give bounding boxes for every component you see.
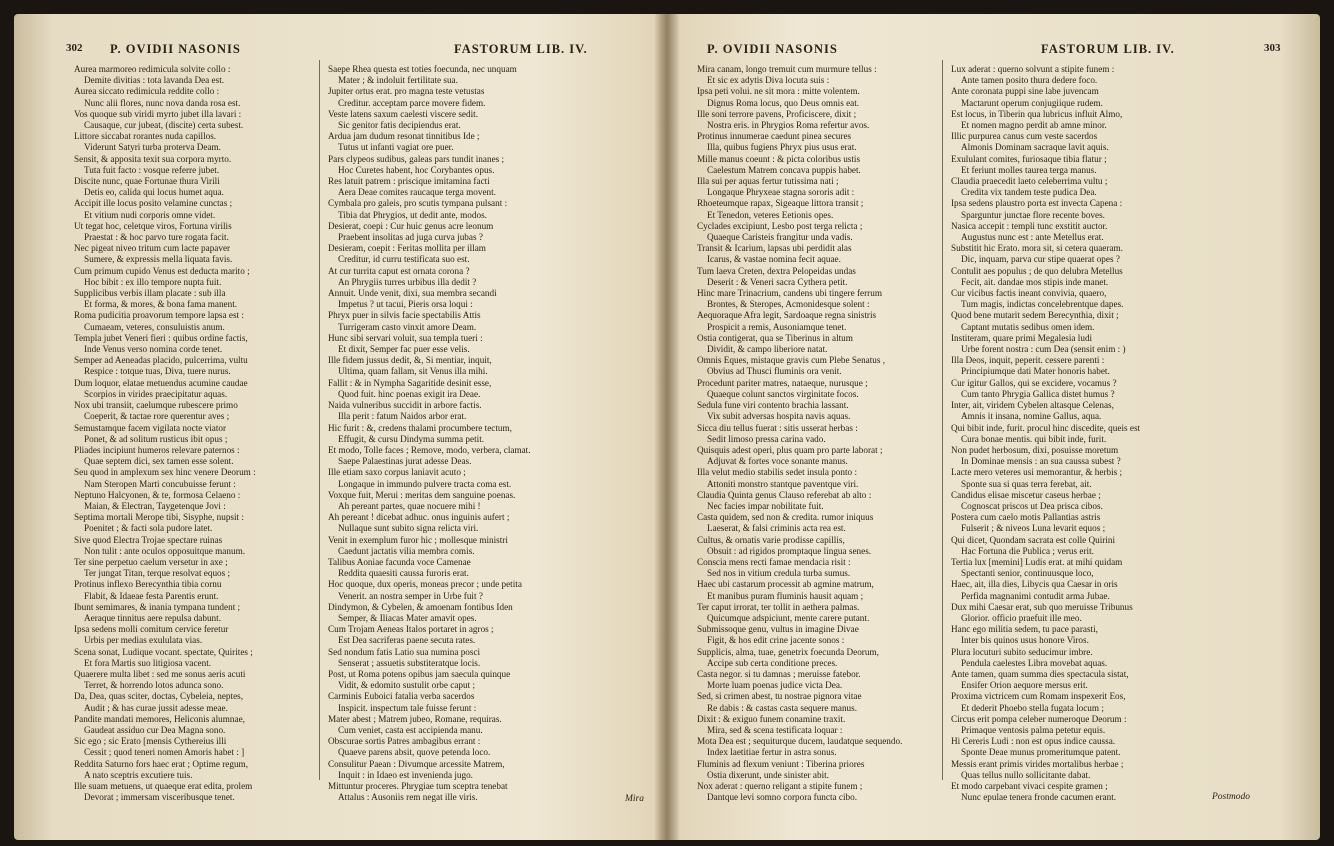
- verse-line: Ut tegat hoc, celetque viros, Fortuna virilis: [74, 220, 232, 231]
- verse-line: Sponte Deae munus promeritumque patent.: [961, 747, 1121, 758]
- verse-line: Candidus elisae miscetur caseus herbae ;: [951, 489, 1101, 500]
- verse-line: Est Dea sacriferas paene secuta rates.: [338, 635, 476, 646]
- verse-line: Ibunt semimares, & inania tympana tundent ;: [74, 601, 241, 612]
- column-divider: [319, 60, 320, 780]
- verse-line: Ipsa sedens molli comitum cervice feretur: [74, 624, 229, 635]
- verse-line: Cyclades excipiunt, Lesbo post terga relicta ;: [697, 220, 863, 231]
- verse-line: Brontes, & Steropes, Acmonidesque solent :: [707, 299, 870, 310]
- verse-line: Venerit. an nostra semper in Urbe fuit ?: [338, 590, 483, 601]
- verse-line: In Dominae mensis : an sua caussa subest ?: [961, 456, 1121, 467]
- verse-line: Mille manus coeunt : & picta coloribus ustis: [697, 153, 861, 164]
- verse-line: Cur vicibus factis ineant convivia, quaero,: [951, 288, 1107, 299]
- verse-line: Pandite mandati memores, Heliconis alumnae,: [74, 713, 245, 724]
- verse-line: Hi Cereris Ludi : non est opus indice caussa.: [951, 736, 1116, 747]
- verse-line: Ardua jam dudum resonat tinnitibus Ide ;: [328, 131, 480, 142]
- verse-line: Urbe forent nostra : cum Dea (sensit enim : ): [961, 344, 1126, 355]
- verse-line: Hic furit : &, credens thalami procumbere tectum,: [328, 422, 512, 433]
- verse-line: Annuit. Unde venit, dixi, sua membra secandi: [328, 288, 497, 299]
- verse-line: Index laetitiae fertur in astra sonus.: [707, 747, 837, 758]
- verse-line: At cur turrita caput est ornata corona ?: [328, 265, 470, 276]
- verse-line: Gaudeat assiduo cur Dea Magna sono.: [84, 724, 226, 735]
- verse-line: Roma pudicitia proavorum tempore lapsa est :: [74, 310, 244, 321]
- verse-line: Figit, & hos edit crine jacente sonos :: [707, 635, 845, 646]
- verse-line: Nam Steropen Marti concubuisse ferunt :: [84, 478, 236, 489]
- verse-line: Ante tamen, quam summa dies spectacula sistat,: [951, 668, 1129, 679]
- verse-line: Post, ut Roma potens opibus jam saecula quinque: [328, 668, 511, 679]
- verse-line: Aequoraque Afra legit, Sardoaque regna sinistris: [697, 310, 877, 321]
- verse-line: Qui dicet, Quondam sacrata est colle Quirini: [951, 534, 1116, 545]
- verse-line: Illic purpurea canus cum veste sacerdos: [951, 131, 1098, 142]
- verse-line: Aera Deae comites raucaque terga movent.: [338, 187, 496, 198]
- verse-line: Protinus inflexo Berecynthia tibia cornu: [74, 579, 222, 590]
- verse-line: Fluminis ad flexum veniunt : Tiberina priores: [697, 758, 865, 769]
- verse-line: Scorpios in virides praecipitatur aquas.: [84, 388, 228, 399]
- verse-line: Omnis Eques, mistaque gravis cum Plebe Senatus ,: [697, 355, 886, 366]
- verse-line: Discite nunc, quae Fortunae thura Virili: [74, 176, 220, 187]
- verse-line: Saepe Rhea questa est toties foecunda, nec unquam: [328, 64, 517, 74]
- verse-line: Reddita Saturno fors haec erat ; Optime regum,: [74, 758, 248, 769]
- verse-line: Urbis per medias exululata vias.: [84, 635, 203, 646]
- verse-line: Sparguntur junctae flore recente boves.: [961, 209, 1105, 220]
- verse-line: Tum laeva Creten, dextra Pelopeidas undas: [697, 265, 856, 276]
- verse-line: Substitit hic Erato. mora sit, si cetera quaeram.: [951, 243, 1123, 254]
- verse-line: Cum primum cupido Venus est deducta marito ;: [74, 265, 250, 276]
- verse-line: Sponte sua si quas terra ferebat, ait.: [961, 478, 1092, 489]
- verse-line: Tuta fuit facto : vosque referre jubet.: [84, 164, 220, 175]
- verse-line: Nostra eris. in Phrygios Roma refertur avos.: [707, 120, 870, 131]
- verse-line: Seu quod in amplexum sex hinc venere Deorum :: [74, 467, 256, 478]
- verse-line: Nec pigeat niveo tritum cum lacte papaver: [74, 243, 231, 254]
- verse-line: Et sic ex adytis Diva locuta suis :: [707, 75, 830, 86]
- verse-line: Mota Dea est ; sequiturque ducem, laudatque sequendo.: [697, 736, 903, 747]
- verse-line: Est locus, in Tiberin qua lubricus influit Almo,: [951, 108, 1123, 119]
- verse-line: Semper, & Iliacas Mater amavit opes.: [338, 612, 477, 623]
- verse-line: Quas tellus nullo sollicitante dabat.: [961, 769, 1091, 780]
- verse-line: Ille suam metuens, ut quaeque erat edita, prolem: [74, 781, 253, 791]
- verse-line: Hac Fortuna die Publica ; verus erit.: [961, 545, 1094, 556]
- verse-line: Attalus : Ausoniis rem negat ille viris.: [338, 792, 478, 803]
- verse-line: Attoniti monstro stantque paventque viri.: [707, 478, 859, 489]
- verse-line: Submissoque genu, vultus in imagine Divae: [697, 624, 859, 635]
- verse-line: Circus erit pompa celeber numeroque Deorum :: [951, 713, 1127, 724]
- verse-line: Ter jungat Titan, terque resolvat equos ;: [84, 568, 231, 579]
- verse-line: Accipe sub certa conditione preces.: [707, 657, 838, 668]
- verse-line: Quod fuit. hinc poenas exigit ira Deae.: [338, 388, 481, 399]
- verse-line: Nox aderat : querno religant a stipite funem ;: [697, 781, 863, 791]
- verse-line: Saepe Palaestinas jurat adesse Deas.: [338, 456, 472, 467]
- verse-line: Aeraque tinnitus aere repulsa dabunt.: [84, 612, 221, 623]
- verse-line: Glorior. officio praefuit ille meo.: [961, 612, 1082, 623]
- verse-line: Primaque ventosis palma petetur equis.: [961, 724, 1106, 735]
- verse-line: Sedit limoso pressa carina vado.: [707, 433, 826, 444]
- verse-line: Longaque Phryxeae stagna sororis adit :: [707, 187, 855, 198]
- verse-line: Ille soni terrore pavens, Proficiscere, dixit ;: [697, 108, 857, 119]
- verse-line: Ostia dixerunt, unde sinister abit.: [707, 769, 829, 780]
- verse-line: An Phrygiis turres urbibus illa dedit ?: [338, 276, 477, 287]
- verse-line: Non tulit : ante oculos opposuitque manum.: [84, 545, 246, 556]
- catchword: Mira: [625, 794, 644, 804]
- verse-line: A nato sceptris excutiere tuis.: [84, 769, 193, 780]
- verse-line: Morte luam poenas judice victa Dea.: [707, 680, 843, 691]
- verse-line: Conscia mens recti famae mendacia risit :: [697, 556, 851, 567]
- verse-line: Institeram, quare primi Megalesia ludi: [951, 332, 1093, 343]
- verse-line: Res latuit patrem : priscique imitamina facti: [328, 176, 490, 187]
- verse-line: Mater abest ; Matrem jubeo, Romane, requiras.: [328, 713, 502, 724]
- verse-line: Vix subit adversas hospita navis aquas.: [707, 411, 851, 422]
- verse-line: Illa velut medio stabilis sedet insula ponto :: [697, 467, 857, 478]
- running-head-author: P. OVIDII NASONIS: [707, 42, 838, 56]
- verse-line: Et modo carpebant vivaci cespite gramen ;: [951, 781, 1108, 791]
- verse-line: Non pudet herbosum, dixi, posuisse moretum: [951, 444, 1119, 455]
- verse-line: Tum magis, indictas concelebrentque dapes.: [961, 299, 1124, 310]
- verse-line: Mittuntur proceres. Phrygiae tum sceptra tenebat: [328, 781, 508, 791]
- verse-line: Quaeque Caristeis frangitur unda vadis.: [707, 232, 853, 243]
- verse-line: Inquit : in Idaeo est invenienda jugo.: [338, 769, 473, 780]
- verse-line: Quicumque adspiciunt, mente carere putant.: [707, 612, 870, 623]
- verse-line: Littore siccabat rorantes nuda capillos.: [74, 131, 217, 142]
- verse-line: Venit in exemplum furor hic ; mollesque ministri: [328, 534, 508, 545]
- verse-line: Coeperit, & tactae rore querentur aves ;: [84, 411, 230, 422]
- verse-line: Icarus, & vastae nomina fecit aquae.: [707, 254, 841, 265]
- verse-line: Voxque fuit, Merui : meritas dem sanguine poenas.: [328, 489, 516, 500]
- verse-line: Ipsa sedens plaustro porta est invecta Capena :: [951, 198, 1123, 209]
- verse-line: Nasica accepit : templi tunc exstitit auctor.: [951, 220, 1108, 231]
- verse-line: Mira, sed & scena testificata loquar :: [707, 724, 843, 735]
- verse-line: Praebent insolitas ad juga curva jubas ?: [338, 232, 483, 243]
- verse-line: Causaque, cur jubeat, (discite) certa subest.: [84, 120, 244, 131]
- verse-line: Quaeve parens absit, quove petenda loco.: [338, 747, 491, 758]
- verse-line: Deserit : & Veneri sacra Cythera petit.: [707, 276, 848, 287]
- verse-line: Principiumque dati Mater honoris habet.: [961, 366, 1110, 377]
- verse-line: Dixit : & exiguo funem conamine traxit.: [697, 713, 846, 724]
- page-number: 302: [66, 42, 83, 54]
- verse-line: Et feriunt molles taurea terga manus.: [961, 164, 1097, 175]
- verse-line: Detis eo, calida qui locus humet aqua.: [84, 187, 224, 198]
- verse-line: Captant mutatis sedibus omen idem.: [961, 321, 1095, 332]
- verse-line: Naida vulneribus succidit in arbore factis.: [328, 400, 482, 411]
- verse-line: Obvius ad Thusci fluminis ora venit.: [707, 366, 842, 377]
- verse-line: Cum veniet, casta est accipienda manu.: [338, 724, 483, 735]
- running-head-author: P. OVIDII NASONIS: [110, 42, 241, 56]
- verse-line: Sicca diu tellus fuerat : sitis usserat herbas :: [697, 422, 858, 433]
- verse-line: Ipsa peti volui. ne sit mora : mitte volentem.: [697, 86, 860, 97]
- verse-line: Veste latens saxum caelesti viscere sedit.: [328, 108, 479, 119]
- verse-line: Ille etiam saxo corpus laniavit acuto ;: [328, 467, 466, 478]
- verse-line: Supplicis, alma, tuae, genetrix foecunda Deorum,: [697, 646, 879, 657]
- verse-line: Messis erant primis virides mortalibus herbae ;: [951, 758, 1124, 769]
- verse-line: Amnis it insana, nomine Gallus, aqua.: [961, 411, 1102, 422]
- verse-line: Perfida magnanimi contudit arma Jubae.: [961, 590, 1110, 601]
- verse-line: Creditur, id curru testificata suo est.: [338, 254, 470, 265]
- verse-line: Dic, inquam, parva cur stipe quaerat opes ?: [961, 254, 1120, 265]
- verse-line: Consulitur Paean : Divumque arcessite Matrem,: [328, 758, 505, 769]
- verse-line: Obscurae sortis Patres ambagibus errant :: [328, 736, 481, 747]
- verse-line: Sensit, & apposita texit sua corpora myrto.: [74, 153, 232, 164]
- verse-line: Prospicit a remis, Ausoniamque tenet.: [707, 321, 847, 332]
- verse-line: Quaerere multa libet : sed me sonus aeris acuti: [74, 668, 246, 679]
- verse-line: Hanc ego militia sedem, tu pace parasti,: [951, 624, 1098, 635]
- verse-line: Inspicit. inspectum tale fuisse ferunt :: [338, 702, 477, 713]
- text-column: [697, 64, 935, 803]
- verse-line: Talibus Aoniae facunda voce Camenae: [328, 556, 471, 567]
- verse-line: Dignus Roma locus, quo Deus omnis eat.: [707, 97, 860, 108]
- verse-line: Hunc sibi servari voluit, sua templa tueri :: [328, 332, 483, 343]
- verse-line: Hoc quoque, dux operis, moneas precor ; unde petita: [328, 579, 522, 590]
- verse-line: Qui bibit inde, furit. procul hinc discedite, queis est: [951, 422, 1141, 433]
- verse-line: Ultima, quam fallam, sit Venus illa mihi.: [338, 366, 488, 377]
- verse-line: Re dabis : & castas casta sequere manus.: [707, 702, 858, 713]
- verse-line: Phryx puer in silvis facie spectabilis Attis: [328, 310, 481, 321]
- verse-line: Turrigeram casto vinxit amore Deam.: [338, 321, 477, 332]
- verse-line: Semper ad Aeneadas placido, pulcerrima, vultu: [74, 355, 248, 366]
- verse-line: Semustamque facem vigilata nocte viator: [74, 422, 227, 433]
- verse-line: Sed nondum fatis Latio sua numina posci: [328, 646, 481, 657]
- verse-line: Demite divitias : tota lavanda Dea est.: [84, 75, 225, 86]
- verse-line: Inter, ait, viridem Cybelen altasque Celenas,: [951, 400, 1114, 411]
- verse-line: Et nomen magno perdit ab amne minor.: [961, 120, 1107, 131]
- verse-line: Protinus innumerae caedunt pinea secures: [697, 131, 852, 142]
- book-spread: [14, 14, 1320, 840]
- verse-line: Et forma, & mores, & bona fama manent.: [84, 299, 238, 310]
- verse-line: Ponet, & ad solitum rusticus ibit opus ;: [84, 433, 228, 444]
- verse-line: Casta quidem, sed non & credita. rumor iniquus: [697, 512, 874, 523]
- running-head-title: FASTORUM LIB. IV.: [1041, 42, 1175, 56]
- verse-line: Hinc mare Trinacrium, candens ubi tingere ferrum: [697, 288, 882, 299]
- page-number: 303: [1264, 42, 1281, 54]
- verse-line: Illa Deos, inquit, peperit. cessere parenti :: [951, 355, 1105, 366]
- verse-line: Tibia dat Phrygios, ut dedit ante, modos.: [338, 209, 487, 220]
- running-head-title: FASTORUM LIB. IV.: [454, 42, 588, 56]
- verse-line: Scena sonat, Ludique vocant. spectate, Quirites ;: [74, 646, 253, 657]
- verse-line: Vos quoque sub viridi myrto jubet illa lavari :: [74, 108, 242, 119]
- verse-line: Senserat ; assuetis substiteratque locis.: [338, 657, 481, 668]
- verse-line: Quae septem dici, sex tamen esse solent.: [84, 456, 234, 467]
- left-page: [14, 14, 667, 840]
- verse-line: Templa jubet Veneri fieri : quibus ordine factis,: [74, 332, 248, 343]
- verse-line: Aurea marmoreo redimicula solvite collo :: [74, 64, 231, 74]
- verse-line: Plura locuturi subito seducimur imbre.: [951, 646, 1093, 657]
- verse-line: Praestat : & hoc parvo ture rogata facit.: [84, 232, 229, 243]
- verse-line: Et modo, Tolle faces ; Remove, modo, verbera, clamat.: [328, 444, 531, 455]
- verse-line: Tertia lux [memini] Ludis erat. at mihi quidam: [951, 556, 1123, 567]
- verse-line: Casta negor. si tu damnas ; meruisse fatebor.: [697, 668, 861, 679]
- verse-line: Credita vix tandem teste pudica Dea.: [961, 187, 1097, 198]
- verse-line: Dantque levi somno corpora functa cibo.: [707, 792, 858, 803]
- verse-line: Dividit, & campo liberiore natat.: [707, 344, 828, 355]
- text-column: [74, 64, 312, 803]
- verse-line: Postera cum caelo motis Pallantias astris: [951, 512, 1101, 523]
- verse-line: Reddita quaesiti caussa furoris erat.: [338, 568, 469, 579]
- verse-line: Augustus nunc est : ante Metellus erat.: [961, 232, 1104, 243]
- verse-line: Mactarunt operum conjugiique rudem.: [961, 97, 1103, 108]
- verse-line: Devorat ; immersam visceribusque tenet.: [84, 792, 235, 803]
- verse-line: Illa, quibus fugiens Phryx pius usus erat.: [707, 142, 857, 153]
- verse-line: Caedunt jactatis vilia membra comis.: [338, 545, 475, 556]
- verse-line: Neptuno Halcyonen, & te, formosa Celaeno :: [74, 489, 241, 500]
- text-column: [951, 64, 1189, 803]
- catchword: Postmodo: [1212, 792, 1250, 802]
- verse-line: Lux aderat : querno solvunt a stipite funem :: [951, 64, 1115, 74]
- verse-line: Cessit ; quod teneri nomen Amoris habet : ]: [84, 747, 245, 758]
- text-column: [328, 64, 566, 803]
- verse-line: Transit & Icarium, lapsas ubi perdidit alas: [697, 243, 852, 254]
- verse-line: Vidit, & edomito sustulit orbe caput ;: [338, 680, 475, 691]
- verse-line: Et dederit Phoebo stella fugata locum ;: [961, 702, 1104, 713]
- verse-line: Cymbala pro galeis, pro scutis tympana pulsant :: [328, 198, 508, 209]
- verse-line: Sic genitor fatis decipiendus erat.: [338, 120, 461, 131]
- verse-line: Sic ego ; sic Erato [mensis Cythereius illi: [74, 736, 227, 747]
- verse-line: Mater ; & indoluit fertilitate sua.: [338, 75, 458, 86]
- verse-line: Maian, & Electran, Taygetenque Jovi :: [84, 500, 226, 511]
- verse-line: Respice : totque tuas, Diva, tuere nurus.: [84, 366, 231, 377]
- verse-line: Nec facies impar nobilitate fuit.: [707, 500, 824, 511]
- verse-line: Ante coronata puppi sine labe juvencam: [951, 86, 1099, 97]
- verse-line: Fallit : & in Nympha Sagaritide desinit esse,: [328, 377, 492, 388]
- verse-line: Ter sine perpetuo caelum versetur in axe ;: [74, 556, 228, 567]
- verse-line: Et vitium nudi corporis omne videt.: [84, 209, 216, 220]
- verse-line: Haec, ait, illa dies, Libycis qua Caesar in oris: [951, 579, 1118, 590]
- verse-line: Sumere, & expressis mella liquata favis.: [84, 254, 233, 265]
- verse-line: Ante tamen posito thura dedere foco.: [961, 75, 1098, 86]
- verse-line: Quisquis adest operi, plus quam pro parte laborat ;: [697, 444, 883, 455]
- verse-line: Cur igitur Gallos, qui se excidere, vocamus ?: [951, 377, 1117, 388]
- verse-line: Impetus ? ut tacui, Pieris orsa loqui :: [338, 299, 473, 310]
- verse-line: Septima mortali Merope tibi, Sisyphe, nupsit :: [74, 512, 244, 523]
- verse-line: Contulit aes populus ; de quo delubra Metellus: [951, 265, 1123, 276]
- verse-line: Claudia Quinta genus Clauso referebat ab alto :: [697, 489, 872, 500]
- verse-line: Desierat, coepi : Cur huic genus acre leonum: [328, 220, 494, 231]
- verse-line: Jupiter ortus erat. pro magna teste vetustas: [328, 86, 485, 97]
- verse-line: Illa sui per aquas fertur tutissima nati ;: [697, 176, 839, 187]
- verse-line: Laeserat, & falsi criminis acta rea est.: [707, 523, 846, 534]
- book-gutter: [654, 14, 680, 840]
- verse-line: Lacte mero veteres usi memorantur, & herbis ;: [951, 467, 1123, 478]
- verse-line: Terret, & horrendo lotos adunca sono.: [84, 680, 224, 691]
- verse-line: Proxima victricem cum Romam inspexerit Eos,: [951, 691, 1126, 702]
- verse-line: Hoc bibit : ex illo tempore nupta fuit.: [84, 276, 222, 287]
- verse-line: Desieram, coepit : Feritas mollita per illam: [328, 243, 486, 254]
- verse-line: Haec ubi castarum processit ab agmine matrum,: [697, 579, 874, 590]
- verse-line: Creditur. acceptam parce movere fidem.: [338, 97, 486, 108]
- verse-line: Claudia praecedit laeto celeberrima vultu ;: [951, 176, 1108, 187]
- verse-line: Longaque in immundo pulvere tracta coma est.: [338, 478, 512, 489]
- verse-line: Et Tenedon, veteres Eetionis opes.: [707, 209, 834, 220]
- verse-line: Cultus, & ornatis varie prodisse capillis,: [697, 534, 845, 545]
- verse-line: Carminis Euboici fatalia verba sacerdos: [328, 691, 475, 702]
- verse-line: Ensifer Orion aequore mersus erit.: [961, 680, 1088, 691]
- verse-line: Dum loquor, elatae metuendus acumine caudae: [74, 377, 248, 388]
- verse-line: Pliades incipiunt humeros relevare paternos :: [74, 444, 240, 455]
- right-page: [667, 14, 1320, 840]
- verse-line: Ille fidem jussus dedit, &, Si mentiar, inquit,: [328, 355, 492, 366]
- verse-line: Exululant comites, furiosaque tibia flatur ;: [951, 153, 1107, 164]
- verse-line: Hoc Curetes habent, hoc Corybantes opus.: [338, 164, 495, 175]
- verse-line: Pendula caelestes Libra movebat aquas.: [961, 657, 1108, 668]
- verse-line: Et fora Martis suo litigiosa vacent.: [84, 657, 212, 668]
- verse-line: Nunc epulae tenera fronde cacumen erant.: [961, 792, 1117, 803]
- verse-line: Mira canam, longo tremuit cum murmure tellus :: [697, 64, 877, 74]
- verse-line: Nox ubi transiit, caelumque rubescere primo: [74, 400, 238, 411]
- verse-line: Accipit ille locus posito velamine cunctas ;: [74, 198, 233, 209]
- verse-line: Cum tanto Phrygia Gallica distet humus ?: [961, 388, 1115, 399]
- verse-line: Quod bene mutarit sedem Berecynthia, dixit ;: [951, 310, 1119, 321]
- verse-line: Supplicibus verbis illam placate : sub illa: [74, 288, 226, 299]
- verse-line: Ostia contigerat, qua se Tiberinus in altum: [697, 332, 853, 343]
- verse-line: Da, Dea, quas sciter, doctas, Cybeleia, neptes,: [74, 691, 244, 702]
- verse-line: Cura bonae mentis. qui bibit inde, furit.: [961, 433, 1107, 444]
- verse-line: Ter caput irrorat, ter tollit in aethera palmas.: [697, 601, 860, 612]
- verse-line: Almonis Dominam sacraque lavit aquis.: [961, 142, 1109, 153]
- verse-line: Spectanti senior, continuusque loco,: [961, 568, 1094, 579]
- verse-line: Tutus ut infanti vagiat ore puer.: [338, 142, 454, 153]
- verse-line: Et manibus puram fluminis hausit aquam ;: [707, 590, 864, 601]
- verse-line: Poenitet ; & facti sola pudore latet.: [84, 523, 213, 534]
- verse-line: Dindymon, & Cybelen, & amoenam fontibus Iden: [328, 601, 513, 612]
- verse-line: Fulserit ; & niveos Luna levarit equos ;: [961, 523, 1106, 534]
- verse-line: Dux mihi Caesar erat, sub quo meruisse Tribunus: [951, 601, 1133, 612]
- verse-line: Ah pereant partes, quae nocuere mihi !: [338, 500, 481, 511]
- verse-line: Sed, si crimen abest, tu nostrae pignora vitae: [697, 691, 862, 702]
- verse-line: Ah pereant ! dicebat adhuc. onus inguinis aufert ;: [328, 512, 510, 523]
- verse-line: Inter bis quinos usus honore Viros.: [961, 635, 1089, 646]
- verse-line: Adjuvat & fortes voce sonante manus.: [707, 456, 848, 467]
- verse-line: Nunc alii flores, nunc nova danda rosa est.: [84, 97, 241, 108]
- verse-line: Sedula fune viri contento brachia lassant.: [697, 400, 849, 411]
- verse-line: Cum Trojam Aeneas Italos portaret in agros ;: [328, 624, 494, 635]
- verse-line: Viderunt Satyri turba proterva Deam.: [84, 142, 221, 153]
- verse-line: Illa perit : fatum Naidos arbor erat.: [338, 411, 467, 422]
- verse-line: Flabit, & Idaeae festa Parentis erunt.: [84, 590, 219, 601]
- column-divider: [942, 60, 943, 780]
- verse-line: Obsuit : ad rigidos promptaque lingua senes.: [707, 545, 872, 556]
- verse-line: Audit ; & has curae jussit adesse meae.: [84, 702, 228, 713]
- verse-line: Cognoscat priscos ut Dea prisca cibos.: [961, 500, 1103, 511]
- verse-line: Sed nos in vitium credula turba sumus.: [707, 568, 851, 579]
- verse-line: Fecit, ait. dandae mos stipis inde manet.: [961, 276, 1109, 287]
- verse-line: Rhoeteumque rapax, Sigeaque littora transit ;: [697, 198, 864, 209]
- verse-line: Et dixit, Semper fac puer esse velis.: [338, 344, 470, 355]
- verse-line: Sive quod Electra Trojae spectare ruinas: [74, 534, 223, 545]
- verse-line: Caelestum Matrem concava puppis habet.: [707, 164, 861, 175]
- verse-line: Cumaeam, veteres, consuluistis anum.: [84, 321, 225, 332]
- verse-line: Effugit, & cursu Dindyma summa petit.: [338, 433, 485, 444]
- verse-line: Quaeque colunt sanctos virginitate focos.: [707, 388, 859, 399]
- verse-line: Pars clypeos sudibus, galeas pars tundit inanes ;: [328, 153, 505, 164]
- verse-line: Nullaque sunt subito signa relicta viri.: [338, 523, 479, 534]
- verse-line: Aurea siccato redimicula reddite collo :: [74, 86, 220, 97]
- verse-line: Procedunt pariter matres, nataeque, nurusque ;: [697, 377, 868, 388]
- verse-line: Inde Venus verso nomina corde tenet.: [84, 344, 223, 355]
